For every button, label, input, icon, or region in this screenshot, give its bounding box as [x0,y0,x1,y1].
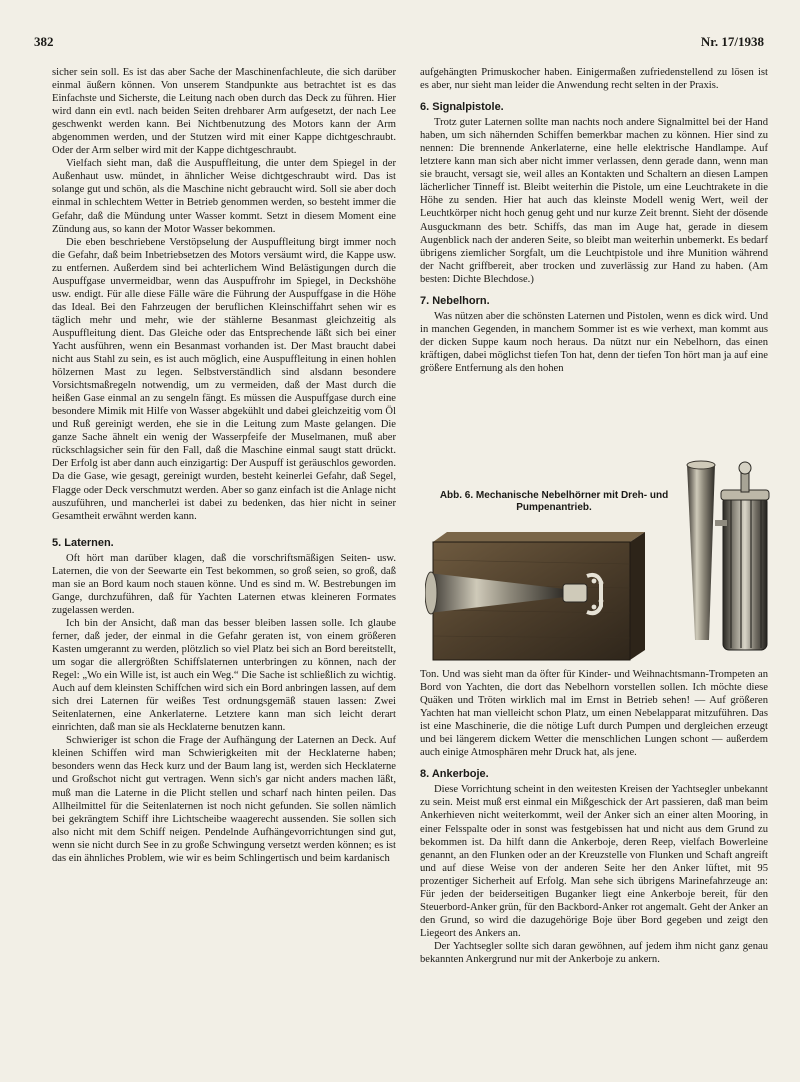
paragraph: aufgehängten Primuskocher haben. Einigermaßen zufriedenstellend zu lösen ist es aber, nur sieht man leider die Anwendung recht selten in der Praxis. [420,67,768,92]
page-number: 382 [34,34,54,49]
paragraph: Trotz guter Laternen sollte man nachts noch andere Signalmittel bei der Hand haben, um sich nähernden Schiffen bemerkbar machen zu können. Hier sind zu nennen: Die brennende Ankerlaterne, eine helle elektrische Handlampe. Auf letztere kann man sich aber nicht immer verlassen, denn gerade dann, wenn man sie braucht, versagt sie, weil alles an Kontakten und Schaltern an diesen Lampen lächerlicher Tinneff ist. Bleibt weiterhin die Pistole, um eine Leuchtrakete in die Höhe zu senden. Hier hat auch das kleinste Modell wenig Wert, weil der Leuchtkörper nicht hoch genug geht und nur kurze Zeit brennt. Sieht der dösende Ausguckmann des betr. Schiffs, das man im Auge hat, gerade in diesem Augenblick nach der anderen Seite, so bleibt man weiterhin unbemerkt. Es bedarf übrigens ziemlicher Sorgfalt, um die Leuchtpistole und ihre Munition während der Nacht griffbereit, aber trocken und zuverlässig zur Hand zu haben. (Am besten: Dichte Blechdose.) [420,117,768,285]
paragraph: Was nützen aber die schönsten Laternen und Pistolen, wenn es dick wird. Und in manchen Gegenden, in manchem Sommer ist es wie verhext, man kommt aus der dicken Suppe kaum noch heraus. Da nützt nur ein Nebelhorn, das einen kräftigen, dabei möglichst tiefen Ton hat, denn der tiefen Ton hört man ja auf eine größere Entfernung als den hohen [420,310,768,374]
paragraph: Vielfach sieht man, daß die Auspuffleitung, die unter dem Spiegel in der Außenhaut usw. mündet, in ähnlicher Weise dichtgeschraubt wird. Das ist solange gut und schön, als die Maschine nicht gebraucht wird. Soll sie aber doch einmal in schlechtem Wetter in Betrieb genommen werden, so besteht immer die Gefahr, daß die Mündung unter Wasser kommt. Setzt in diesem Moment eine Zündung aus, so kann der Motor Wasser bekommen. [52,158,396,235]
section-heading-ankerboje: 8. Ankerboje. [420,768,489,781]
paragraph: Ich bin der Ansicht, daß man das besser bleiben lassen solle. Ich glaube ferner, daß jeder, der einmal in die Gefahr geraten ist, von einem größeren Kasten umgerannt zu werden, plötzlich so viel Platz bei sich an Bord bereitstellt, um sogar die allergrößten Schiffslaternen unterbringen zu können, nach der Regel: „Wo ein Wille ist, ist auch ein Weg.“ Die Sache ist schließlich zu wichtig. Auch auf dem kleinsten Schiffchen wird sich ein Bord anbringen lassen, auf dem sich drei Laternen für weißes Test ordnungsgemäß stauen lassen: Zwei Seitenlaternen, eine Ankerlaterne. Letztere kann man sich leicht derart einrichten, daß man sie als Hecklaterne benutzen kann. [52,617,396,734]
section-heading-laternen: 5. Laternen. [52,536,114,549]
figure-fog-horns [425,460,785,665]
paragraph: Ton. Und was sieht man da öfter für Kinder- und Weihnachtsmann-Trompeten an Bord von Yachten, die dort das Nebelhorn vorstellen sollen. Ich möchte diese Quäken und Tröten wirklich mal im Ernst in Betrieb sehen! — Auf größeren Yachten hat man vielleicht schon Platz, um einen Nebelapparat mitzuführen. Das ist eine Maschinerie, die die nötige Luft durch Pumpen und dergleichen erzeugt und bei längerem dickem Wetter die menschlichen Lungen schont — außerdem auch einige Atmosphären mehr Druck hat, als jene. [420,669,768,759]
paragraph: sicher sein soll. Es ist das aber Sache der Maschinenfachleute, die sich darüber einmal äußern können. Von unserem Standpunkte aus betrachtet ist es das Einfachste und Sicherste, die Leitung nach oben durch das Deck zu führen. Hier wird dann ein evtl. nach beiden Seiten drehbarer Arm aufgesetzt, der nach Lee geschwenkt werden kann. Bei Nichtbenutzung des Motors kann der Arm abgenommen werden, und der Stutzen wird mit einer Kappe dichtgeschraubt. Oder der Arm selber wird mit der Kappe dichtgeschraubt. [52,67,396,157]
section-heading-signalpistole: 6. Signalpistole. [420,101,504,114]
fog-horn-illustration [425,460,785,665]
left-column [52,66,396,865]
paragraph: Der Yachtsegler sollte sich daran gewöhnen, auf jedem ihm nicht ganz genau bekannten Ankergrund nur mit der Ankerboje zu ankern. [420,940,768,965]
right-column-top [420,66,768,375]
paragraph: Die eben beschriebene Verstöpselung der Auspuffleitung birgt immer noch die Gefahr, daß beim Inbetriebsetzen des Motors versäumt wird, die Kappe usw. zu entfernen. Außerdem sind bei achterlichem Wind Belästigungen durch die Auspuffgase unvermeidbar, wenn das Auspuffrohr im Spiegel, in Deckshöhe usw. endigt. Für alle diese Fälle wäre die Führung der Auspuffgase in die Höhe das Ideal. Bei den Fahrzeugen der beruflichen Kleinschiffahrt sehen wir es täglich mehr und mehr, wie der stählerne Besanmast gleichzeitig als Auspuffleitung dient. Das Gleiche oder das Entsprechende läßt sich bei einer Yacht ausführen, wenn ein Besanmast vorhanden ist. Der Mast braucht dabei nicht aus Stahl zu sein, es ist auch möglich, eine Auspuffleitung in einen hohlen hölzernen Mast zu legen. Selbstverständlich sind alsdann besondere Vorsichtsmaßregeln notwendig, um zu vermeiden, daß der Mast durch die heißen Gase einmal an zu sengeln fängt. Es müssen die Auspuffgase durch eine besondere Mimik mit Hilfe von Wasser abgekühlt und dabei gleichzeitig vom Öl und Ruß gereinigt werden, ehe sie in die Leitung zum Maste gelangen. Die ganze Sache ähnelt ein wenig der Wasserpfeife der Muselmanen, muß aber rückschlagsicher sein für den Fall, daß die Maschine einmal saugt statt drückt. Der Erfolg ist aber dann auch einzigartig: Der Auspuff ist geräuschlos geworden. Da die Gase, wie gesagt, gereinigt wurden, besteht keinerlei Gefahr, daß Segel, Flagge oder Deck verschmutzt werden. Aber so ganz einfach ist die Anlage nicht auszuführen, und mancherlei ist dabei zu bedenken, das hier nicht in seiner Gesamtheit erwähnt werden kann. [52,236,396,522]
paragraph: Oft hört man darüber klagen, daß die vorschriftsmäßigen Seiten- usw. Laternen, die von der Seewarte ein Test bekommen, so groß seien, so groß, daß man sie an Bord kaum noch stauen könne. Und es sind m. W. Bestrebungen im Gange, durchzuführen, daß für Yachten Laternen etwas kleineren Formates zugelassen werden. [52,552,396,616]
page-header [34,34,764,54]
issue-number: Nr. 17/1938 [700,34,764,49]
right-column-bottom [420,668,768,966]
paragraph: Schwieriger ist schon die Frage der Aufhängung der Laternen an Deck. Auf kleinen Schiffen wird man Schwierigkeiten mit der Hecklaterne haben; besonders wenn das Heck kurz und der Baum lang ist, werden sich Hecklaterne und Großschot nicht gut vertragen. Wenn sich's gar nicht anders machen läßt, muß man die Laterne in die Plicht stellen und scharf nach hinten peilen. Das Allheilmittel für die Seitenlaternen ist noch nicht gefunden. Sie sollen nämlich bei gekrängtem Schiff ihre Lichtscheibe waagerecht aussenden. Sie sollen sich also nicht mit dem Schiff neigen. Pendelnde Aufhängevorrichtungen sind gut, wenn sie nicht durch See in zu große Schwingung versetzt werden können; es ist das ein ähnliches Problem, wie wir es beim Schlingertisch und beim kardanisch [52,735,396,864]
paragraph: Diese Vorrichtung scheint in den weitesten Kreisen der Yachtsegler unbekannt zu sein. Meist muß erst einmal ein Mißgeschick der Art passieren, daß man beim Ankerhieven nicht weiterkommt, weil der Anker sich an einer alten Mooring, in einer Felsspalte oder in sonst was festgebissen hat und nicht aus dem Grund zu bekommen ist. Da hilft dann die Ankerboje, deren Reep, vielfach Bowerleine genannt, an den Flunken oder an der Kreuzstelle von Flunken und Schaft angreift und auf diese Weise von der anderen Seite her den Anker lüftet, mit 95 prozentiger Sicherheit auf Erfolg. Man sehe sich übrigens Marinefahrzeuge an: Für jeden der beiderseitigen Buganker liegt eine Ankerboje bereit, für den Steuerbord-Anker grün, für den Backbord-Anker rot angemalt. Geht der Anker an den Grund, so wird die dazugehörige Boje über Bord gegeben und zeigt den Liegeort des Ankers an. [420,784,768,939]
section-heading-nebelhorn: 7. Nebelhorn. [420,294,490,307]
figure-caption: Abb. 6. Mechanische Nebelhörner mit Dreh- und Pumpenantrieb. [439,490,669,513]
